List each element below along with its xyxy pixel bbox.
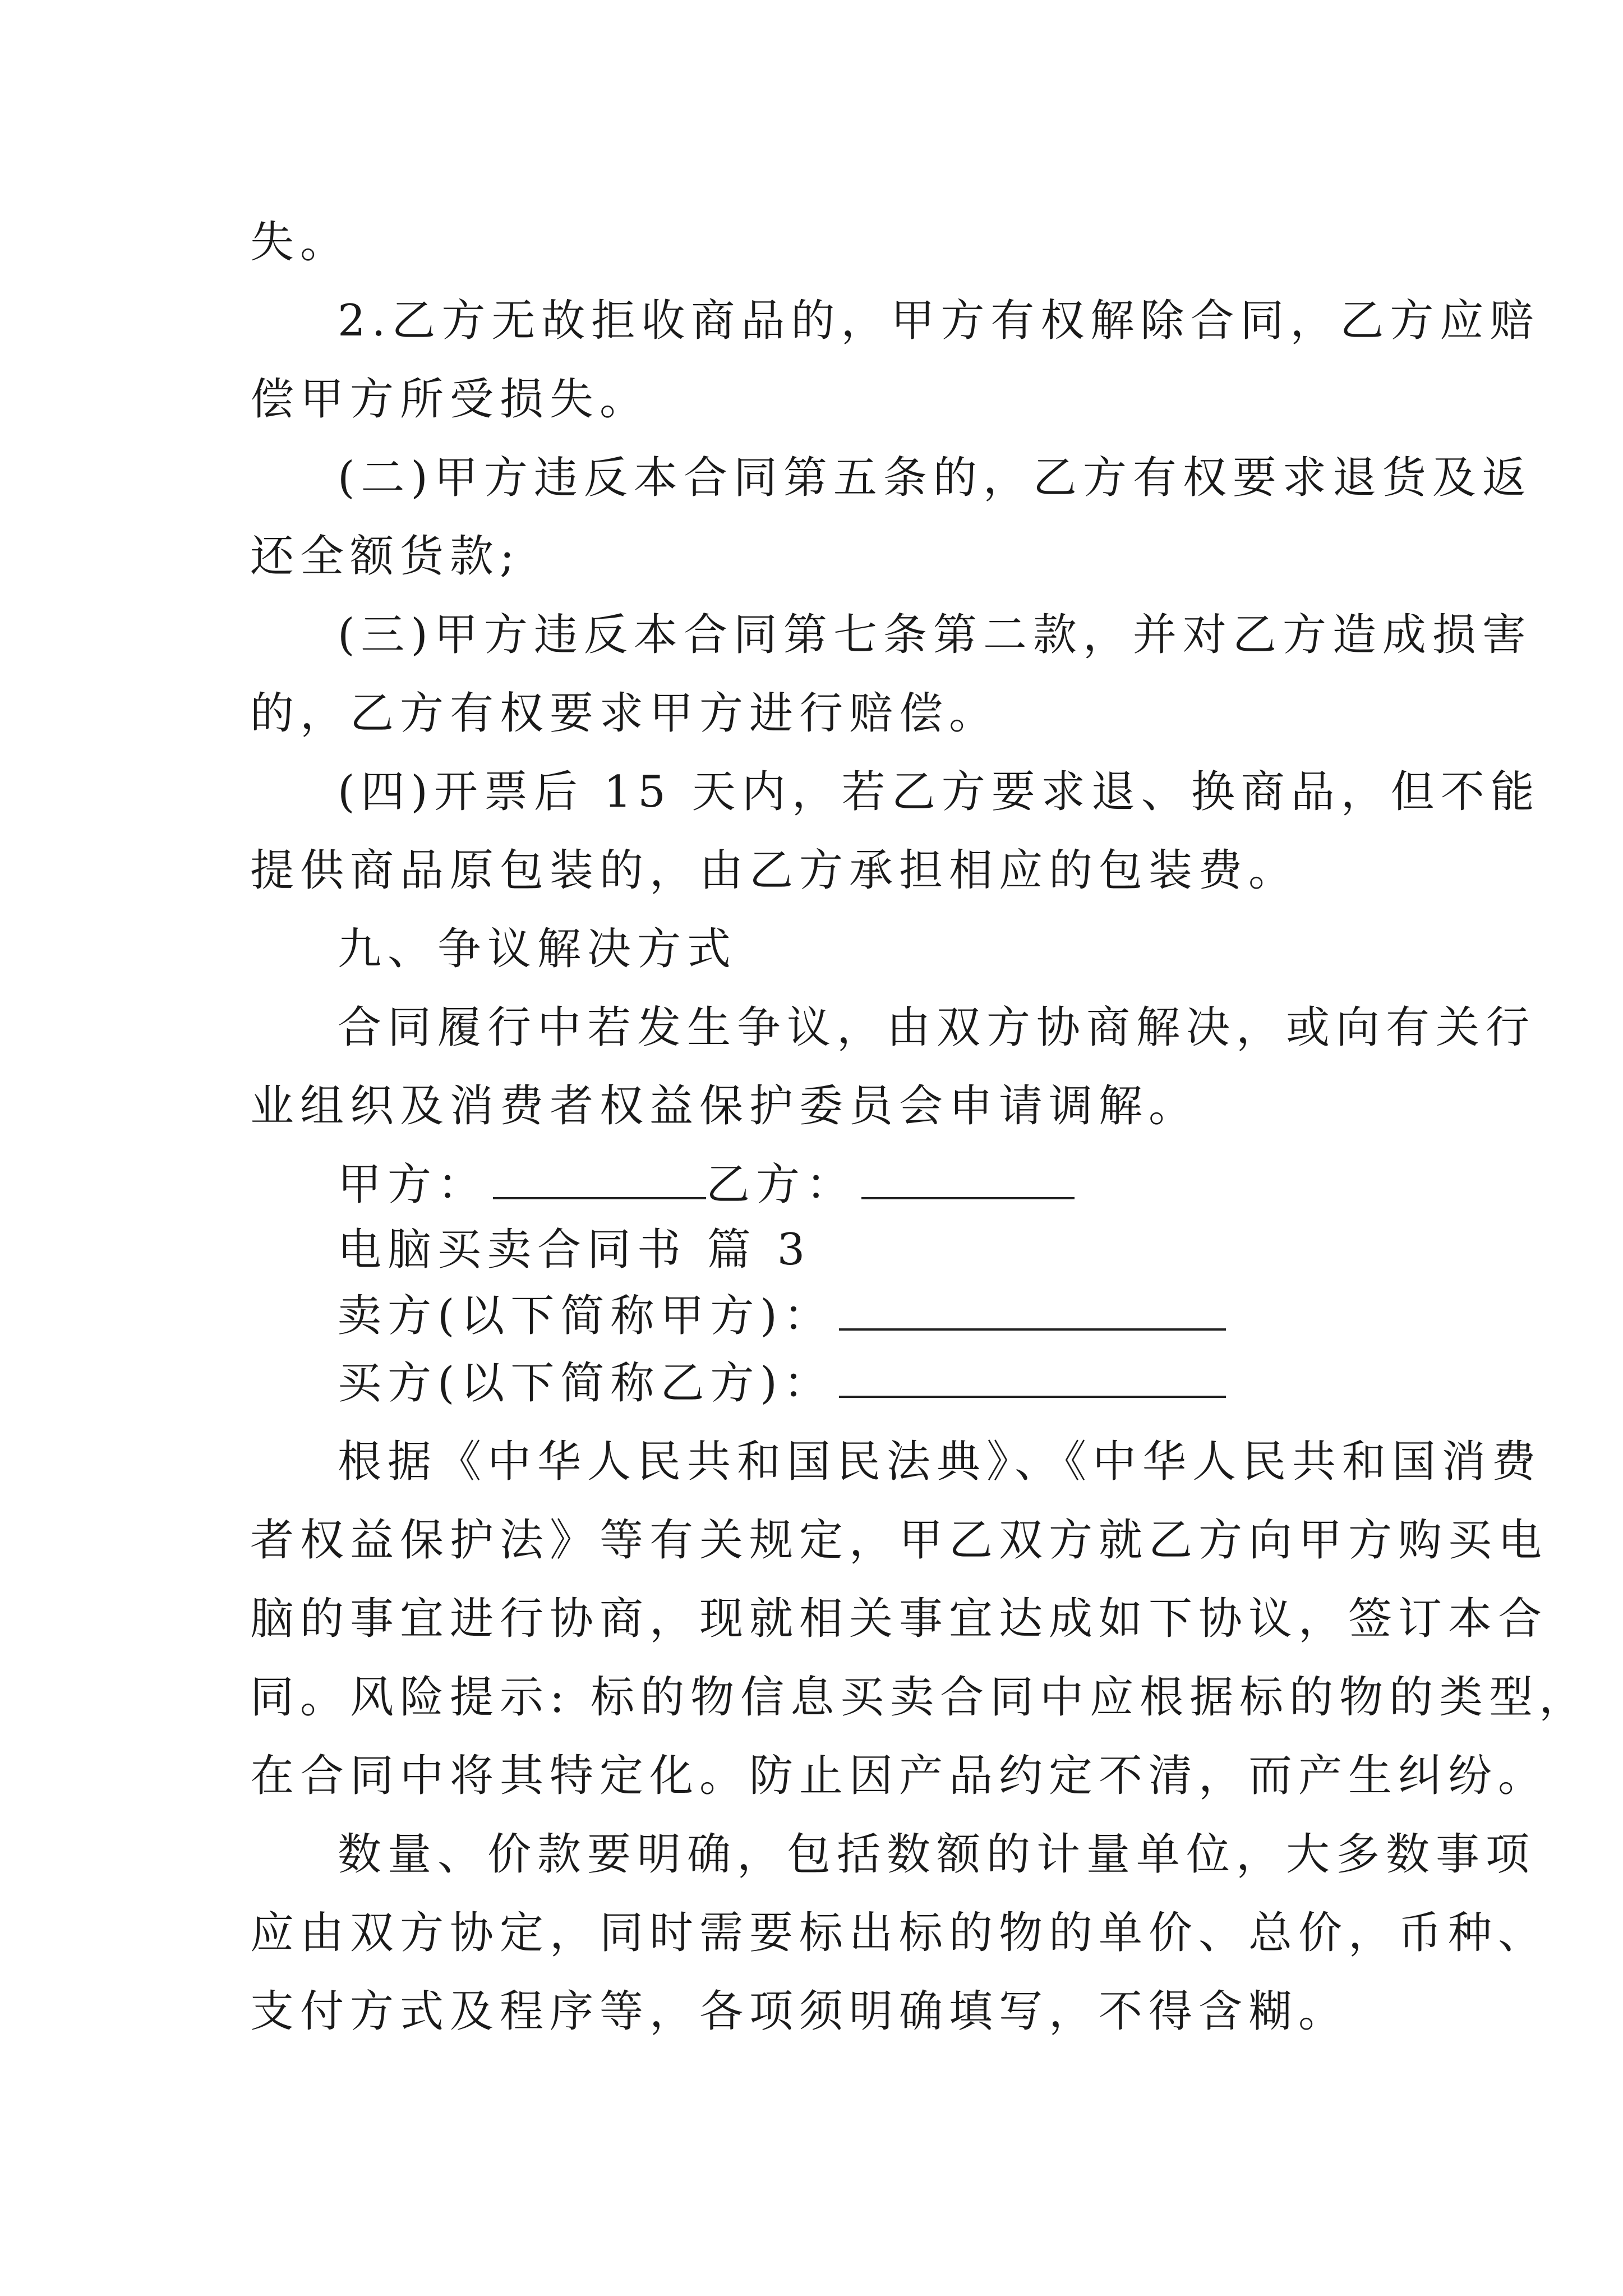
text-line: 在合同中将其特定化。防止因产品约定不清，而产生纠纷。 bbox=[250, 1751, 1548, 1801]
text-line: 脑的事宜进行协商，现就相关事宜达成如下协议，签订本合 bbox=[250, 1594, 1548, 1644]
text-line: 数量、价款要明确，包括数额的计量单位，大多数事项 bbox=[338, 1829, 1536, 1880]
text-line: 同。风险提示: 标的物信息买卖合同中应根据标的物的类型， bbox=[250, 1672, 1589, 1723]
section-heading: 九、争议解决方式 bbox=[338, 924, 737, 974]
party-b-label: 乙方： bbox=[706, 1159, 856, 1210]
buyer-label: 买方(以下简称乙方)： bbox=[338, 1358, 833, 1409]
buyer-line bbox=[338, 1355, 1487, 1411]
buyer-blank[interactable] bbox=[839, 1362, 1226, 1398]
text-line: 根据《中华人民共和国民法典》、《中华人民共和国消费 bbox=[338, 1437, 1542, 1487]
text-line: 偿甲方所受损失。 bbox=[250, 374, 650, 425]
seller-blank[interactable] bbox=[839, 1295, 1226, 1331]
text-line: 支付方式及程序等，各项须明确填写，不得含糊。 bbox=[250, 1986, 1349, 2037]
text-line: 应由双方协定，同时需要标出标的物的单价、总价，币种、 bbox=[250, 1908, 1548, 1958]
seller-label: 卖方(以下简称甲方)： bbox=[338, 1291, 833, 1341]
party-a-label: 甲方： bbox=[338, 1159, 488, 1210]
signature-line bbox=[338, 1157, 1487, 1213]
text-line: (三)甲方违反本合同第七条第二款，并对乙方造成损害 bbox=[338, 610, 1532, 660]
section-title: 电脑买卖合同书 篇 3 bbox=[338, 1225, 811, 1275]
text-line: 合同履行中若发生争议，由双方协商解决，或向有关行 bbox=[338, 1002, 1536, 1053]
text-line: 还全额货款; bbox=[250, 531, 521, 582]
text-line: 的，乙方有权要求甲方进行赔偿。 bbox=[250, 688, 999, 739]
party-a-blank[interactable] bbox=[493, 1163, 706, 1199]
party-b-blank[interactable] bbox=[861, 1163, 1075, 1199]
text-line: (二)甲方违反本合同第五条的，乙方有权要求退货及返 bbox=[338, 453, 1532, 503]
text-line: 失。 bbox=[250, 217, 351, 268]
seller-line bbox=[338, 1288, 1487, 1344]
text-line: (四)开票后 15 天内，若乙方要求退、换商品，但不能 bbox=[338, 767, 1541, 817]
text-line: 业组织及消费者权益保护委员会申请调解。 bbox=[250, 1081, 1199, 1131]
text-line: 者权益保护法》等有关规定，甲乙双方就乙方向甲方购买电 bbox=[250, 1515, 1548, 1566]
text-line: 提供商品原包装的，由乙方承担相应的包装费。 bbox=[250, 845, 1299, 896]
text-line: 2.乙方无故拒收商品的，甲方有权解除合同，乙方应赔 bbox=[338, 296, 1540, 346]
